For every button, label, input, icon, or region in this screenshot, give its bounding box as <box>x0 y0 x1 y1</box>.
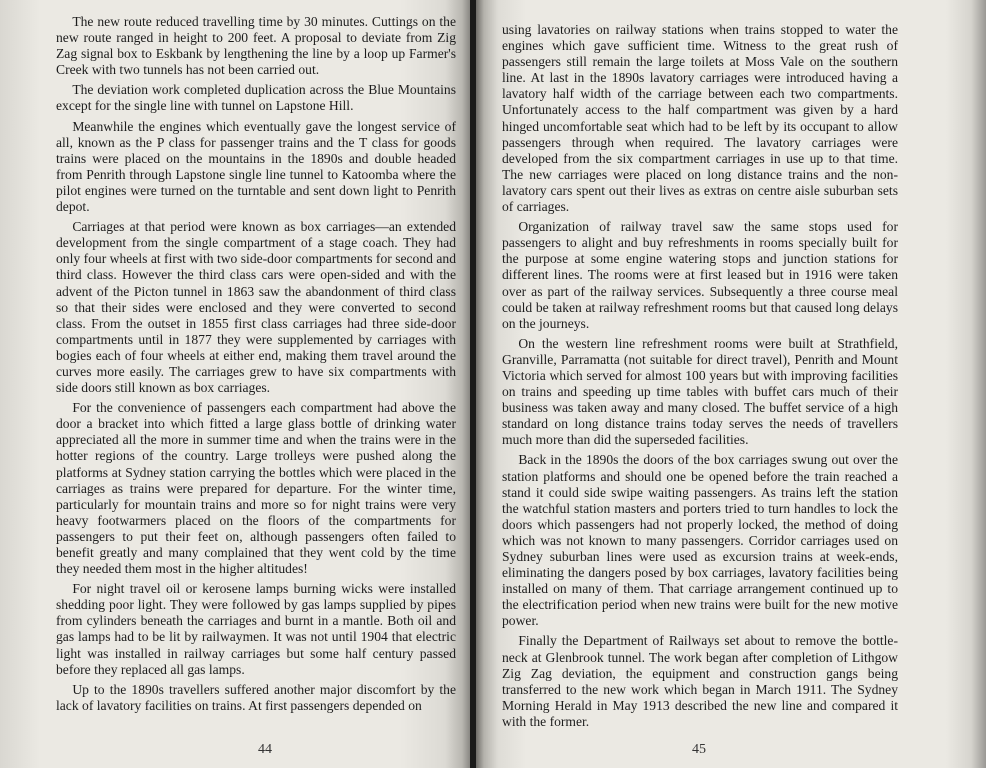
paragraph: Up to the 1890s travellers suffered another major discomfort by the lack of lavatory facilities on trains. At first passengers depended on <box>56 681 456 713</box>
paragraph: Organization of railway travel saw the same stops used for passengers to alight and buy refreshments in rooms specially built for the purpose at some engine watering stops and junction stations for different lines. The rooms were at first leased but in 1916 were taken over as part of the railway services. Subsequently a three course meal could be taken at railway refreshment rooms but that caused long delays on the journeys. <box>502 219 898 331</box>
paragraph: Carriages at that period were known as box carriages—an extended development from the single compartment of a stage coach. They had only four wheels at first with two side-door compartments for second and third class. However the third class cars were open-sided and with the advent of the Picton tunnel in 1863 saw the abandonment of third class so that their sides were enclosed and they were converted to second class. From the outset in 1855 first class carriages had three side-door compartments until in 1877 they were supplemented by carriages with bogies each of four wheels at either end, making them travel around the curves more easily. The carriages grew to have six compartments with side doors still known as box carriages. <box>56 219 456 396</box>
right-page <box>476 0 986 768</box>
paragraph: Finally the Department of Railways set about to remove the bottle-neck at Glenbrook tunnel. The work began after completion of Lithgow Zig Zag deviation, the equipment and construction gangs being transferred to the new work which began in March 1911. The Sydney Morning Herald in May 1913 described the new line and compared it with the former. <box>502 633 898 729</box>
paragraph: The deviation work completed duplication across the Blue Mountains except for the single line with tunnel on Lapstone Hill. <box>56 82 456 114</box>
paragraph: For night travel oil or kerosene lamps burning wicks were installed shedding poor light. They were followed by gas lamps supplied by pipes from cylinders beneath the carriages and burnt in a mantle. Both oil and gas lamps had to be lit by railwaymen. It was not until 1904 that electric light was installed in railway carriages but some half century passed before they replaced all gas lamps. <box>56 581 456 677</box>
paragraph: On the western line refreshment rooms were built at Strathfield, Granville, Parramatta (not suitable for direct travel), Penrith and Mount Victoria which served for almost 100 years but with improving facilities on trains and speeding up time tables with buffet cars much of their business was taken away and many closed. The buffet service of a high standard on long distance trains today serves the needs of travellers much more than did the superseded facilities. <box>502 335 898 448</box>
paragraph: Meanwhile the engines which eventually gave the longest service of all, known as the P class for passenger trains and the T class for goods trains were placed on the mountains in the 1890s and double headed from Penrith through Lapstone single line tunnel to Katoomba where the pilot engines were turned on the turntable and sent down light to Penrith depot. <box>56 118 456 215</box>
left-page <box>0 0 472 768</box>
page-number: 44 <box>258 742 272 757</box>
paragraph: using lavatories on railway stations when trains stopped to water the engines which gave sufficient time. Witness to the great rush of passengers still remain the large toilets at Moss Vale on the southern line. At last in the 1890s lavatory carriages were introduced having a lavatory half width of the carriage between each two compartments. Unfortunately access to the half compartment was given by a hard hinged uncomfortable seat which had to be left by its occupant to allow passengers through when required. The lavatory carriages were developed from the six compartment carriages in use up to that time. The new carriages were placed on long distance trains and the non-lavatory cars spent out their lives as extras on centre aisle suburban sets of carriages. <box>502 22 898 215</box>
page-number: 45 <box>692 742 706 757</box>
paragraph: The new route reduced travelling time by 30 minutes. Cuttings on the new route ranged in height to 200 feet. A proposal to deviate from Zig Zag signal box to Eskbank by lengthening the line by a loop up Farmer's Creek with two tunnels has not been carried out. <box>56 14 456 78</box>
paragraph: For the convenience of passengers each compartment had above the door a bracket into which fitted a large glass bottle of drinking water appreciated all the more in summer time and when the trains were in the hotter regions of the country. Large trolleys were pushed along the platforms at Sydney station carrying the bottles which were placed in the carriages as trains were prepared for departure. For the winter time, particularly for mountain trains and more so for night trains were very heavy footwarmers placed on the floors of the compartments for passengers to put their feet on, although passengers often failed to benefit greatly and many complained that they went cold by the time they needed them most in the higher altitudes! <box>56 400 456 577</box>
paragraph: Back in the 1890s the doors of the box carriages swung out over the station platforms and should one be opened before the train reached a stand it could side swipe waiting passengers. As trains left the station the watchful station masters and porters tried to turn handles to lock the doors which passengers had not properly locked, the method of doing which was not known to many passengers. Corridor carriages used on Sydney suburban lines were used as excursion trains at week-ends, eliminating the dangers posed by box carriages, lavatory facilities being installed on many of them. That carriage arrangement continued up to the electrification period when new trains were built for the new motive power. <box>502 452 898 629</box>
